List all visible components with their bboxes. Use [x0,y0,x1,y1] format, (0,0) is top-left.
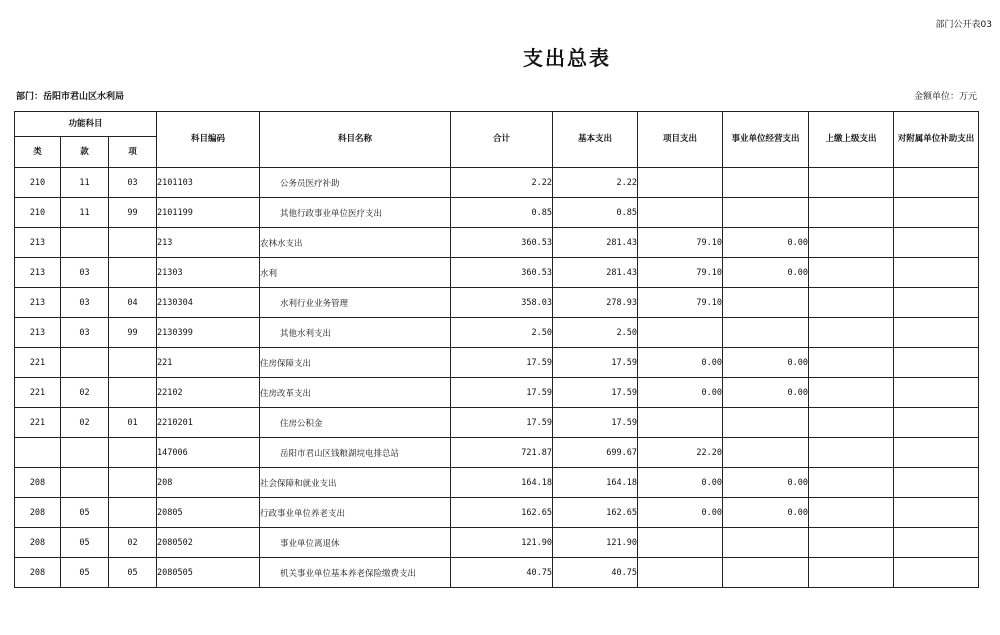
cell-name: 行政事业单位养老支出 [260,498,451,528]
cell-xiang [109,348,157,378]
cell-lei: 213 [15,258,61,288]
cell-business-operation [723,168,809,198]
col-header-subsidiary-subsidy: 对附属单位补助支出 [894,112,979,168]
cell-xiang: 99 [109,318,157,348]
cell-name: 其他水利支出 [260,318,451,348]
col-header-xiang: 项 [109,137,157,168]
cell-code: 2080502 [157,528,260,558]
cell-code: 2130399 [157,318,260,348]
table-row [15,558,979,588]
department-label: 部门：岳阳市君山区水利局 [16,92,125,102]
currency-unit-label: 金额单位：万元 [913,92,977,102]
cell-kuan: 05 [61,528,109,558]
cell-lei: 208 [15,468,61,498]
col-header-project: 项目支出 [638,112,723,168]
cell-upper-remit [809,378,894,408]
cell-business-operation [723,438,809,468]
cell-project [638,558,723,588]
cell-total: 360.53 [451,228,553,258]
cell-basic: 17.59 [553,378,638,408]
col-header-lei: 类 [15,137,61,168]
cell-lei: 210 [15,168,61,198]
cell-project: 0.00 [638,378,723,408]
cell-upper-remit [809,288,894,318]
table-number-label: 部门公开表03 [935,20,992,30]
cell-project [638,318,723,348]
function-subject-header: 功能科目 [15,112,157,137]
cell-xiang [109,468,157,498]
cell-kuan: 03 [61,318,109,348]
cell-name: 机关事业单位基本养老保险缴费支出 [260,558,451,588]
cell-lei: 221 [15,408,61,438]
cell-business-operation [723,408,809,438]
cell-subsidiary-subsidy [894,258,979,288]
table-row [15,348,979,378]
cell-lei: 208 [15,558,61,588]
cell-xiang: 04 [109,288,157,318]
cell-total: 17.59 [451,378,553,408]
cell-upper-remit [809,468,894,498]
cell-project [638,408,723,438]
col-header-code: 科目编码 [157,112,260,168]
cell-subsidiary-subsidy [894,558,979,588]
cell-lei: 213 [15,318,61,348]
cell-subsidiary-subsidy [894,528,979,558]
cell-xiang [109,378,157,408]
cell-kuan [61,348,109,378]
cell-kuan [61,228,109,258]
cell-subsidiary-subsidy [894,318,979,348]
page-title: 支出总表 [523,46,611,70]
cell-code: 20805 [157,498,260,528]
cell-code: 2101199 [157,198,260,228]
cell-name: 水利行业业务管理 [260,288,451,318]
cell-upper-remit [809,558,894,588]
cell-lei: 221 [15,378,61,408]
cell-project [638,168,723,198]
cell-code: 208 [157,468,260,498]
table-row [15,378,979,408]
cell-business-operation: 0.00 [723,228,809,258]
cell-total: 2.22 [451,168,553,198]
cell-subsidiary-subsidy [894,378,979,408]
cell-name: 农林水支出 [260,228,451,258]
cell-subsidiary-subsidy [894,498,979,528]
cell-total: 17.59 [451,408,553,438]
cell-lei: 213 [15,228,61,258]
cell-lei: 208 [15,528,61,558]
cell-total: 721.87 [451,438,553,468]
cell-kuan [61,438,109,468]
cell-xiang: 99 [109,198,157,228]
cell-name: 岳阳市君山区钱粮湖垸电排总站 [260,438,451,468]
table-row [15,498,979,528]
col-header-business-operation: 事业单位经营支出 [723,112,809,168]
cell-kuan: 02 [61,378,109,408]
cell-kuan: 05 [61,498,109,528]
cell-code: 2080505 [157,558,260,588]
cell-basic: 699.67 [553,438,638,468]
cell-basic: 281.43 [553,258,638,288]
cell-business-operation [723,528,809,558]
cell-code: 213 [157,228,260,258]
cell-lei: 221 [15,348,61,378]
cell-kuan: 11 [61,198,109,228]
cell-name: 其他行政事业单位医疗支出 [260,198,451,228]
cell-xiang [109,228,157,258]
cell-business-operation [723,558,809,588]
cell-total: 17.59 [451,348,553,378]
col-header-kuan: 款 [61,137,109,168]
table-row [15,198,979,228]
cell-subsidiary-subsidy [894,468,979,498]
cell-business-operation [723,318,809,348]
cell-code: 21303 [157,258,260,288]
table-row [15,408,979,438]
cell-upper-remit [809,168,894,198]
cell-basic: 121.90 [553,528,638,558]
cell-total: 40.75 [451,558,553,588]
cell-subsidiary-subsidy [894,438,979,468]
cell-project: 22.20 [638,438,723,468]
table-row [15,438,979,468]
cell-code: 147006 [157,438,260,468]
cell-lei: 210 [15,198,61,228]
cell-total: 121.90 [451,528,553,558]
cell-project [638,198,723,228]
cell-project: 0.00 [638,468,723,498]
col-header-upper-remit: 上缴上级支出 [809,112,894,168]
cell-xiang: 05 [109,558,157,588]
cell-project: 0.00 [638,348,723,378]
cell-subsidiary-subsidy [894,168,979,198]
cell-project: 79.10 [638,228,723,258]
cell-subsidiary-subsidy [894,348,979,378]
cell-xiang: 03 [109,168,157,198]
table-row [15,258,979,288]
cell-upper-remit [809,198,894,228]
cell-total: 162.65 [451,498,553,528]
cell-xiang: 02 [109,528,157,558]
cell-subsidiary-subsidy [894,198,979,228]
cell-code: 2130304 [157,288,260,318]
cell-project: 0.00 [638,498,723,528]
table-row [15,318,979,348]
cell-upper-remit [809,438,894,468]
cell-basic: 164.18 [553,468,638,498]
cell-business-operation: 0.00 [723,258,809,288]
cell-name: 公务员医疗补助 [260,168,451,198]
cell-kuan [61,468,109,498]
cell-upper-remit [809,258,894,288]
table-row [15,468,979,498]
cell-kuan: 05 [61,558,109,588]
cell-name: 住房改革支出 [260,378,451,408]
cell-name: 住房公积金 [260,408,451,438]
cell-project: 79.10 [638,288,723,318]
cell-name: 水利 [260,258,451,288]
cell-basic: 17.59 [553,348,638,378]
cell-code: 221 [157,348,260,378]
cell-xiang [109,498,157,528]
cell-business-operation: 0.00 [723,378,809,408]
cell-basic: 281.43 [553,228,638,258]
table-row [15,228,979,258]
cell-kuan: 02 [61,408,109,438]
cell-basic: 17.59 [553,408,638,438]
cell-subsidiary-subsidy [894,288,979,318]
cell-lei: 213 [15,288,61,318]
col-header-basic: 基本支出 [553,112,638,168]
cell-total: 2.50 [451,318,553,348]
cell-xiang [109,258,157,288]
cell-total: 358.03 [451,288,553,318]
cell-upper-remit [809,228,894,258]
cell-name: 事业单位离退休 [260,528,451,558]
cell-code: 2101103 [157,168,260,198]
cell-business-operation: 0.00 [723,468,809,498]
cell-total: 0.85 [451,198,553,228]
cell-upper-remit [809,348,894,378]
cell-subsidiary-subsidy [894,228,979,258]
cell-basic: 2.22 [553,168,638,198]
cell-business-operation: 0.00 [723,348,809,378]
cell-basic: 0.85 [553,198,638,228]
cell-xiang [109,438,157,468]
cell-kuan: 03 [61,288,109,318]
cell-basic: 40.75 [553,558,638,588]
cell-code: 2210201 [157,408,260,438]
table-row [15,528,979,558]
cell-total: 164.18 [451,468,553,498]
cell-project [638,528,723,558]
cell-business-operation [723,198,809,228]
cell-business-operation [723,288,809,318]
cell-name: 住房保障支出 [260,348,451,378]
cell-upper-remit [809,498,894,528]
cell-business-operation: 0.00 [723,498,809,528]
cell-subsidiary-subsidy [894,408,979,438]
table-row [15,168,979,198]
cell-upper-remit [809,318,894,348]
cell-xiang: 01 [109,408,157,438]
cell-upper-remit [809,408,894,438]
cell-lei: 208 [15,498,61,528]
cell-name: 社会保障和就业支出 [260,468,451,498]
col-header-name: 科目名称 [260,112,451,168]
cell-upper-remit [809,528,894,558]
table-row [15,288,979,318]
cell-basic: 278.93 [553,288,638,318]
cell-kuan: 11 [61,168,109,198]
cell-kuan: 03 [61,258,109,288]
cell-basic: 2.50 [553,318,638,348]
cell-code: 22102 [157,378,260,408]
col-header-total: 合计 [451,112,553,168]
cell-total: 360.53 [451,258,553,288]
cell-lei [15,438,61,468]
cell-basic: 162.65 [553,498,638,528]
expenditure-table [14,111,979,588]
cell-project: 79.10 [638,258,723,288]
